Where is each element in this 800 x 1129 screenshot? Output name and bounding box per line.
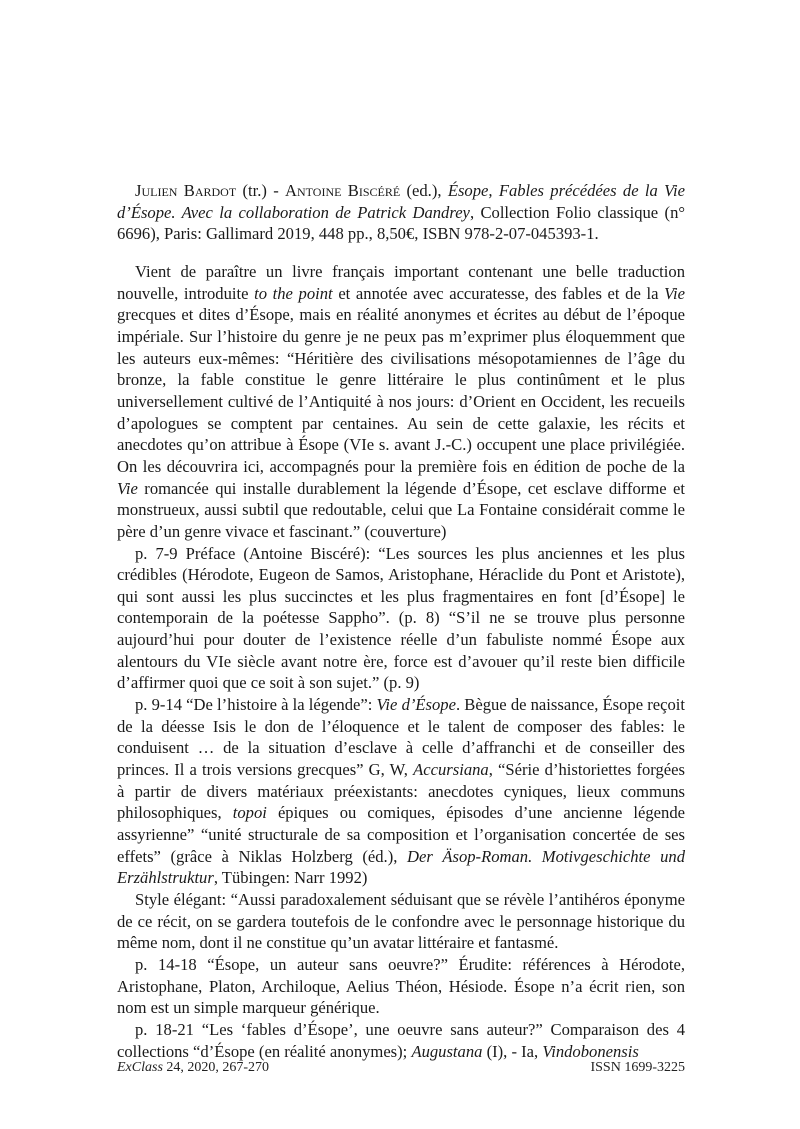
italic-text: Vie d’Ésope (376, 695, 456, 715)
publication-details: , Collection Folio classique (n° 6696), Paris: Gallimard 2019, 448 pp., 8,50€, ISBN 978-2-07-045393-1. (117, 202, 685, 244)
italic-text: topoi (232, 803, 267, 823)
italic-text: Augustana (411, 1041, 483, 1061)
bibliographic-header (117, 180, 685, 245)
italic-text: Der Äsop-Roman. Motivgeschichte und Erzählstruktur (117, 846, 686, 888)
journal-name: ExClass (117, 1060, 163, 1075)
italic-text: Vie (117, 478, 138, 498)
issn: ISSN 1699-3225 (590, 1060, 685, 1075)
journal-citation (117, 1060, 269, 1076)
editor-role: (ed.), (406, 181, 448, 200)
translator-name: Julien Bardot (135, 181, 237, 200)
translator-role: (tr.) - (242, 181, 286, 200)
body-paragraph: Vient de paraître un livre français important contenant une belle traduction nouvelle, introduite to the point et annotée avec accuratesse, des fables et de la Vie grecques et dites d’Ésope, mais en réalité anonymes et écrites au début de l’époque impériale. Sur l’histoire du genre je ne peux pas m’exprimer plus éloquemment que les auteurs eux-mêmes: “Héritière des civilisations mésopotamiennes de l’âge du bronze, la fable constitue le genre littéraire le plus continûment et le plus universellement cultivé de l’Antiquité à nos jours: d’Orient en Occident, les recueils d’apologues se comptent par centaines. Au sein de cette galaxie, les récits et anecdotes qu’on attribue à Ésope (VIe s. avant J.-C.) occupent une place privilégiée. On les découvrira ici, accompagnés pour la première fois en édition de poche de la Vie romancée qui installe durablement la légende d’Ésope, cet esclave difforme et monstrueux, aussi subtil que redoutable, celui que La Fontaine considérait comme le père d’un genre vivace et fascinant.” (couverture) (117, 261, 685, 541)
italic-text: to the point (254, 283, 333, 303)
review-body (117, 180, 685, 1062)
body-paragraph: p. 18-21 “Les ‘fables d’Ésope’, une oeuvre sans auteur?” Comparaison des 4 collections “d’Ésope (en réalité anonymes); Augustana (I), - Ia, Vindobonensis (117, 1019, 685, 1061)
body-paragraph: p. 9-14 “De l’histoire à la légende”: Vie d’Ésope. Bègue de naissance, Ésope reçoit de la déesse Isis le don de l’éloquence et le talent de composer des fables: le conduisent … de la situation d’esclave à celle d’affranchi et de conseiller des princes. Il a trois versions grecques” G, W, Accursiana, “Série d’historiettes forgées à partir de divers matériaux préexistants: anecdotes cyniques, lieux communs philosophiques, topoi épiques ou comiques, épisodes d’une ancienne légende assyrienne” “unité structurale de sa composition et l’organisation concertée de ses effets” (grâce à Niklas Holzberg (éd.), Der Äsop-Roman. Motivgeschichte und Erzählstruktur, Tübingen: Narr 1992) (117, 695, 686, 888)
editor-name: Antoine Biscéré (285, 181, 401, 200)
page-footer (117, 1060, 685, 1076)
body-paragraph: Style élégant: “Aussi paradoxalement séduisant que se révèle l’antihéros éponyme de ce récit, on se gardera toutefois de le confondre avec le personnage historique du même nom, dont il ne constitue qu’un avatar littéraire et fantasmé. (117, 890, 685, 953)
paragraphs (117, 261, 685, 1062)
body-paragraph: p. 14-18 “Ésope, un auteur sans oeuvre?” Érudite: références à Hérodote, Aristophane, Platon, Archiloque, Aelius Théon, Hésiode. Ésope n’a écrit rien, son nom est un simple marqueur générique. (117, 954, 685, 1018)
volume-pages: 24, 2020, 267-270 (162, 1060, 270, 1075)
italic-text: Accursiana (413, 760, 489, 780)
italic-text: Vie (664, 283, 685, 303)
italic-text: Vindobonensis (542, 1041, 639, 1061)
book-title: Ésope, Fables précédées de la Vie d’Ésope. Avec la collaboration de Patrick Dandrey (117, 181, 685, 222)
body-paragraph: p. 7-9 Préface (Antoine Biscéré): “Les sources les plus anciennes et les plus crédibles (Hérodote, Eugeon de Samos, Aristophane, Héraclide du Pont et Aristote), qui sont aussi les plus succinctes et les plus fragmentaires en font [d’Ésope] le contemporain de la poétesse Sappho”. (p. 8) “S’il ne se trouve plus personne aujourd’hui pour douter de l’existence réelle d’un fabuliste nommé Ésope aux alentours du VIe siècle avant notre ère, force est d’avouer qu’il reste bien difficile d’affirmer quoi que ce soit à son sujet.” (p. 9) (117, 543, 685, 693)
